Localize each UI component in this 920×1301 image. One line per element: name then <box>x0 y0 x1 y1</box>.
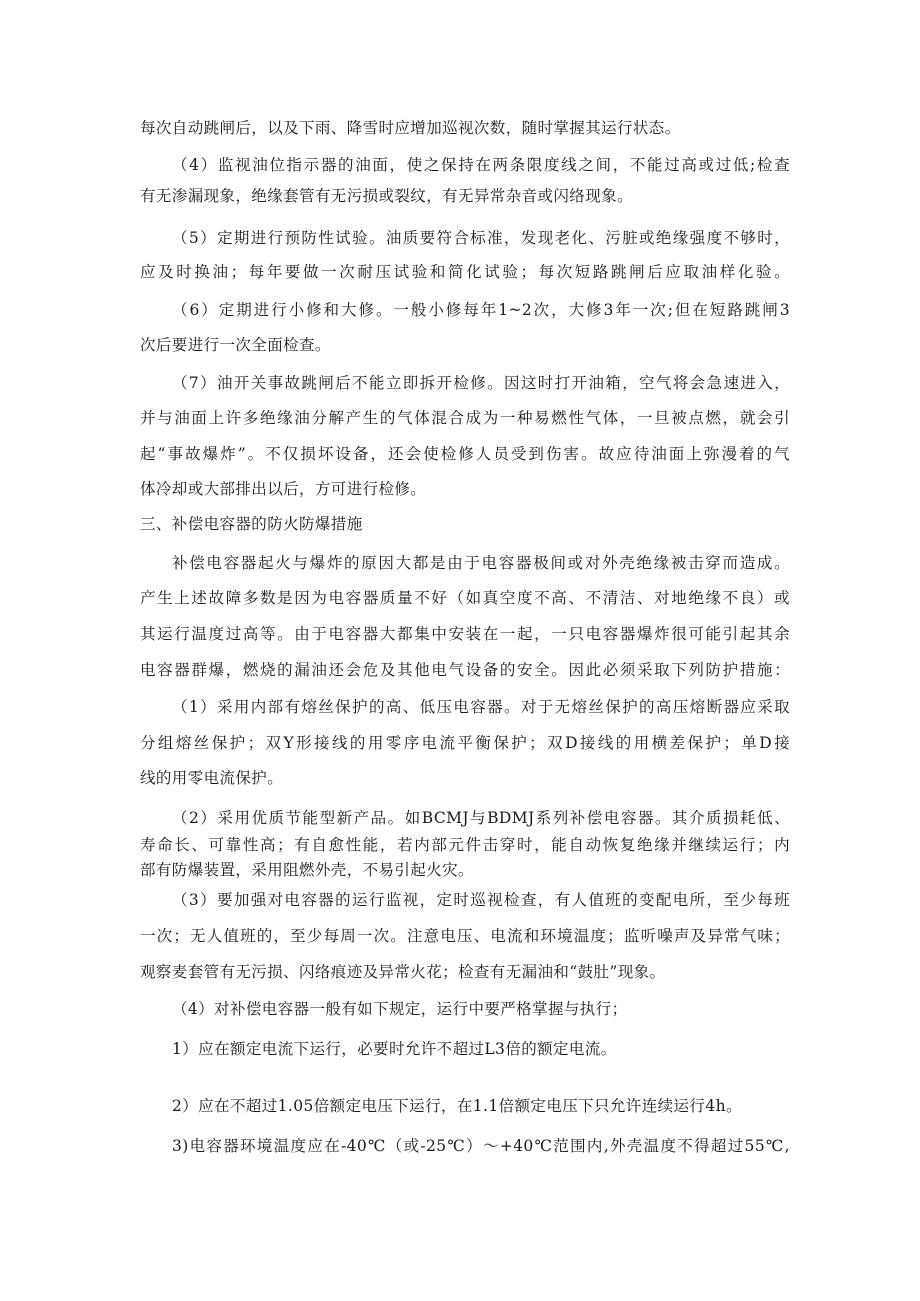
paragraph-line: （7）油开关事故跳闸后不能立即拆开检修。因这时打开油箱，空气将会急速进入， <box>172 374 790 392</box>
paragraph-line: 其运行温度过高等。由于电容器大都集中安装在一起，一只电容器爆炸很可能引起其余 <box>140 625 790 643</box>
paragraph-line: （4）监视油位指示器的油面，使之保持在两条限度线之间，不能过高或过低;检查 <box>172 156 790 174</box>
paragraph-line: 体冷却或大部排出以后，方可进行检修。 <box>140 480 427 498</box>
paragraph-line: （5）定期进行预防性试验。油质要符合标准，发现老化、污脏或绝缘强度不够时， <box>172 229 790 247</box>
paragraph-line: 次后要进行一次全面检查。 <box>140 336 331 354</box>
paragraph-line: 并与油面上许多绝缘油分解产生的气体混合成为一种易燃性气体，一旦被点燃，就会引 <box>140 409 790 427</box>
paragraph-line: （2）采用优质节能型新产品。如BCMJ与BDMJ系列补偿电容器。其介质损耗低、 <box>172 809 790 827</box>
paragraph-line: 部有防爆装置，采用阻燃外壳，不易引起火灾。 <box>140 861 474 879</box>
paragraph-line: 分组熔丝保护；双Y形接线的用零序电流平衡保护；双D接线的用横差保护；单D接 <box>140 734 790 752</box>
paragraph-line: 线的用零电流保护。 <box>140 769 284 787</box>
paragraph-line: 寿命长、可靠性高；有自愈性能，若内部元件击穿时，能自动恢复绝缘并继续运行；内 <box>140 836 790 854</box>
list-item: 1）应在额定电流下运行，必要时允许不超过L3倍的额定电流。 <box>172 1040 617 1058</box>
paragraph-line: 产生上述故障多数是因为电容器质量不好（如真空度不高、不清洁、对地绝缘不良）或 <box>140 589 790 607</box>
paragraph-line: 一次；无人值班的，至少每周一次。注意电压、电流和环境温度；监听噪声及异常气味； <box>140 927 790 945</box>
paragraph-line: （6）定期进行小修和大修。一般小修每年1~2次，大修3年一次;但在短路跳闸3 <box>172 301 790 319</box>
paragraph-line: 每次自动跳闸后，以及下雨、降雪时应增加巡视次数，随时掌握其运行状态。 <box>140 119 681 137</box>
paragraph-line: 应及时换油；每年要做一次耐压试验和简化试验；每次短路跳闸后应取油样化验。 <box>140 263 790 281</box>
list-item: 2）应在不超过1.05倍额定电压下运行，在1.1倍额定电压下只允许连续运行4h。 <box>172 1097 742 1115</box>
paragraph-line: （1）采用内部有熔丝保护的高、低压电容器。对于无熔丝保护的高压熔断器应采取 <box>172 698 790 716</box>
paragraph-line: （3）要加强对电容器的运行监视，定时巡视检查，有人值班的变配电所，至少每班 <box>172 891 790 909</box>
paragraph-line: 起“事故爆炸”。不仅损坏设备，还会使检修人员受到伤害。故应待油面上弥漫着的气 <box>140 445 790 463</box>
paragraph-line: 补偿电容器起火与爆炸的原因大都是由于电容器极间或对外壳绝缘被击穿而造成。 <box>172 554 790 572</box>
paragraph-line: 电容器群爆，燃烧的漏油还会危及其他电气设备的安全。因此必须采取下列防护措施： <box>140 661 790 679</box>
paragraph-line: 观察麦套管有无污损、闪络痕迹及异常火花；检查有无漏油和“鼓肚”现象。 <box>140 963 666 981</box>
paragraph-line: 有无渗漏现象，绝缘套管有无污损或裂纹，有无异常杂音或闪络现象。 <box>140 187 633 205</box>
section-heading: 三、补偿电容器的防火防爆措施 <box>140 515 363 533</box>
list-item: 3)电容器环境温度应在-40℃（或-25℃）～+40℃范围内,外壳温度不得超过55℃, <box>172 1137 790 1155</box>
paragraph-line: （4）对补偿电容器一般有如下规定，运行中要严格掌握与执行； <box>172 1000 628 1018</box>
